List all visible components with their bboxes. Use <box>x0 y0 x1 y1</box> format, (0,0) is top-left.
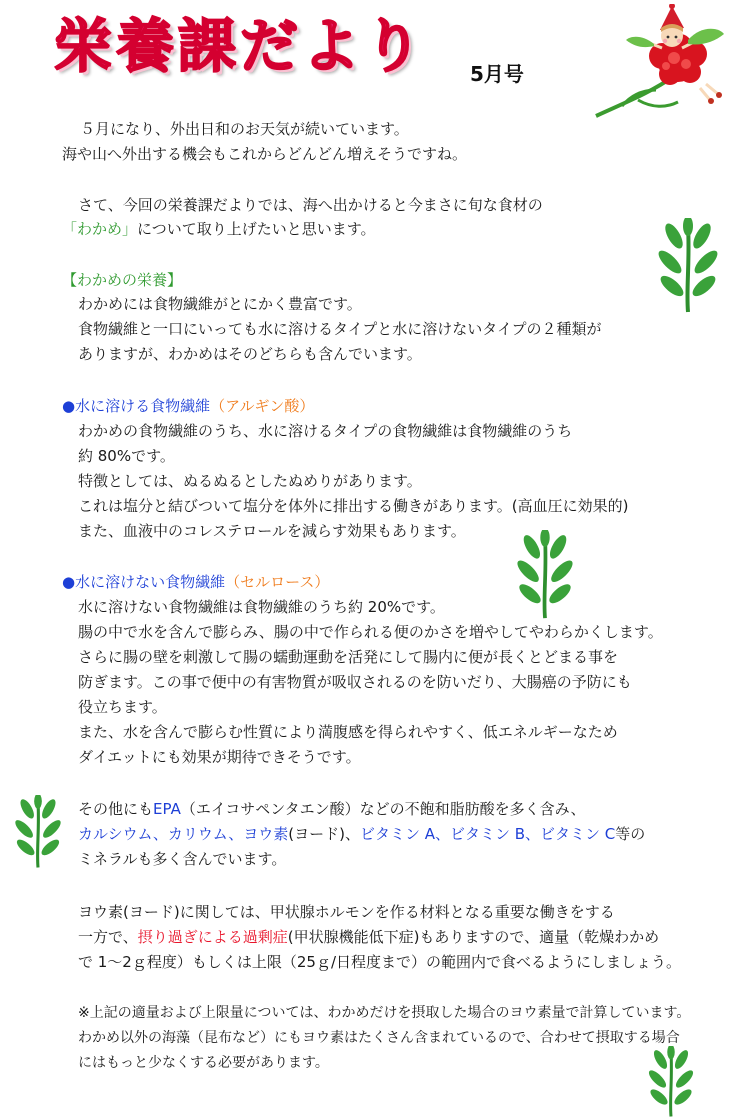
text-span: (ヨード)、 <box>288 825 360 843</box>
heading-main: ●水に溶ける食物繊維 <box>62 397 211 415</box>
heading-main: ●水に溶けない食物繊維 <box>62 573 226 591</box>
paragraph-line: さらに腸の壁を刺激して腸の蠕動運動を活発にして腸内に便が長くとどまる事を <box>78 648 619 666</box>
paragraph-line: で 1～2ｇ程度）もしくは上限（25ｇ/日程度まで）の範囲内で食べるようにしましょう。 <box>78 953 681 971</box>
intro-line <box>62 217 376 241</box>
paragraph-line: 約 80%です。 <box>78 447 175 465</box>
paragraph-line: ありますが、わかめはそのどちらも含んでいます。 <box>78 345 422 363</box>
page-title: 栄養課だより <box>54 12 427 80</box>
paragraph-line: ミネラルも多く含んでいます。 <box>78 850 287 868</box>
paragraph-line: ダイエットにも効果が期待できそうです。 <box>78 748 361 766</box>
paragraph-line: また、水を含んで膨らむ性質により満腹感を得られやすく、低エネルギーなため <box>78 723 618 741</box>
paragraph-line <box>78 822 645 846</box>
heading-sub: （セルロース） <box>225 573 330 591</box>
wakame-highlight: 「わかめ」 <box>62 220 138 238</box>
intro-line: 海や山へ外出する機会もこれからどんどん増えそうですね。 <box>62 145 468 163</box>
mineral-highlight: カルシウム、カリウム、ヨウ素 <box>78 825 289 843</box>
section-heading: 【わかめの栄養】 <box>62 271 183 289</box>
heading-sub: （アルギン酸） <box>210 397 315 415</box>
paragraph-line: わかめには食物繊維がとにかく豊富です。 <box>78 295 362 313</box>
intro-line: ５月になり、外出日和のお天気が続いています。 <box>80 120 409 138</box>
paragraph-line: 特徴としては、ぬるぬるとしたぬめりがあります。 <box>78 472 422 490</box>
text-span: その他にも <box>78 800 154 818</box>
warning-highlight: 摂り過ぎによる過剰症 <box>137 928 288 946</box>
wakame-seaweed-illustration <box>510 530 580 620</box>
paragraph-line: 腸の中で水を含んで膨らみ、腸の中で作られる便のかさを増やしてやわらかくします。 <box>78 623 663 641</box>
wakame-seaweed-illustration <box>652 218 724 314</box>
note-line: わかめ以外の海藻（昆布など）にもヨウ素はたくさん含まれているので、合わせて摂取する場合 <box>78 1030 680 1046</box>
paragraph-line <box>78 925 659 949</box>
intro-line-rest: について取り上げたいと思います。 <box>137 220 376 238</box>
section-heading <box>62 570 329 594</box>
wakame-seaweed-illustration <box>642 1046 700 1118</box>
text-span: 一方で、 <box>78 928 138 946</box>
vitamin-highlight: ビタミン A、ビタミン B、ビタミン C <box>359 825 616 843</box>
paragraph-line: 防ぎます。この事で便中の有害物質が吸収されるのを防いだり、大腸癌の予防にも <box>78 673 632 691</box>
note-line: ※上記の適量および上限量については、わかめだけを摂取した場合のヨウ素量で計算しています。 <box>78 1005 691 1021</box>
paragraph-line: 役立ちます。 <box>78 698 167 716</box>
paragraph-line: 水に溶けない食物繊維は食物繊維のうち約 20%です。 <box>78 598 445 616</box>
paragraph-line: また、血液中のコレステロールを減らす効果もあります。 <box>78 522 466 540</box>
wakame-seaweed-illustration <box>6 795 70 869</box>
epa-highlight: EPA <box>153 800 181 818</box>
issue-label: 5月号 <box>470 62 524 86</box>
paragraph-line: ヨウ素(ヨード)に関しては、甲状腺ホルモンを作る材料となる重要な働きをする <box>78 903 615 921</box>
intro-line: さて、今回の栄養課だよりでは、海へ出かけると今まさに旬な食材の <box>78 196 543 214</box>
paragraph-line: わかめの食物繊維のうち、水に溶けるタイプの食物繊維は食物繊維のうち <box>78 422 573 440</box>
paragraph-line: 食物繊維と一口にいっても水に溶けるタイプと水に溶けないタイプの２種類が <box>78 320 602 338</box>
text-span: （エイコサペンタエン酸）などの不飽和脂肪酸を多く含み、 <box>180 800 586 818</box>
carnation-fairy-illustration <box>582 4 742 122</box>
paragraph-line: これは塩分と結びついて塩分を体外に排出する働きがあります。(高血圧に効果的) <box>78 497 629 515</box>
text-span: 等の <box>615 825 646 843</box>
note-line: にはもっと少なくする必要があります。 <box>78 1055 329 1071</box>
text-span: (甲状腺機能低下症)もありますので、適量（乾燥わかめ <box>287 928 660 946</box>
section-heading <box>62 394 314 418</box>
paragraph-line <box>78 797 586 821</box>
